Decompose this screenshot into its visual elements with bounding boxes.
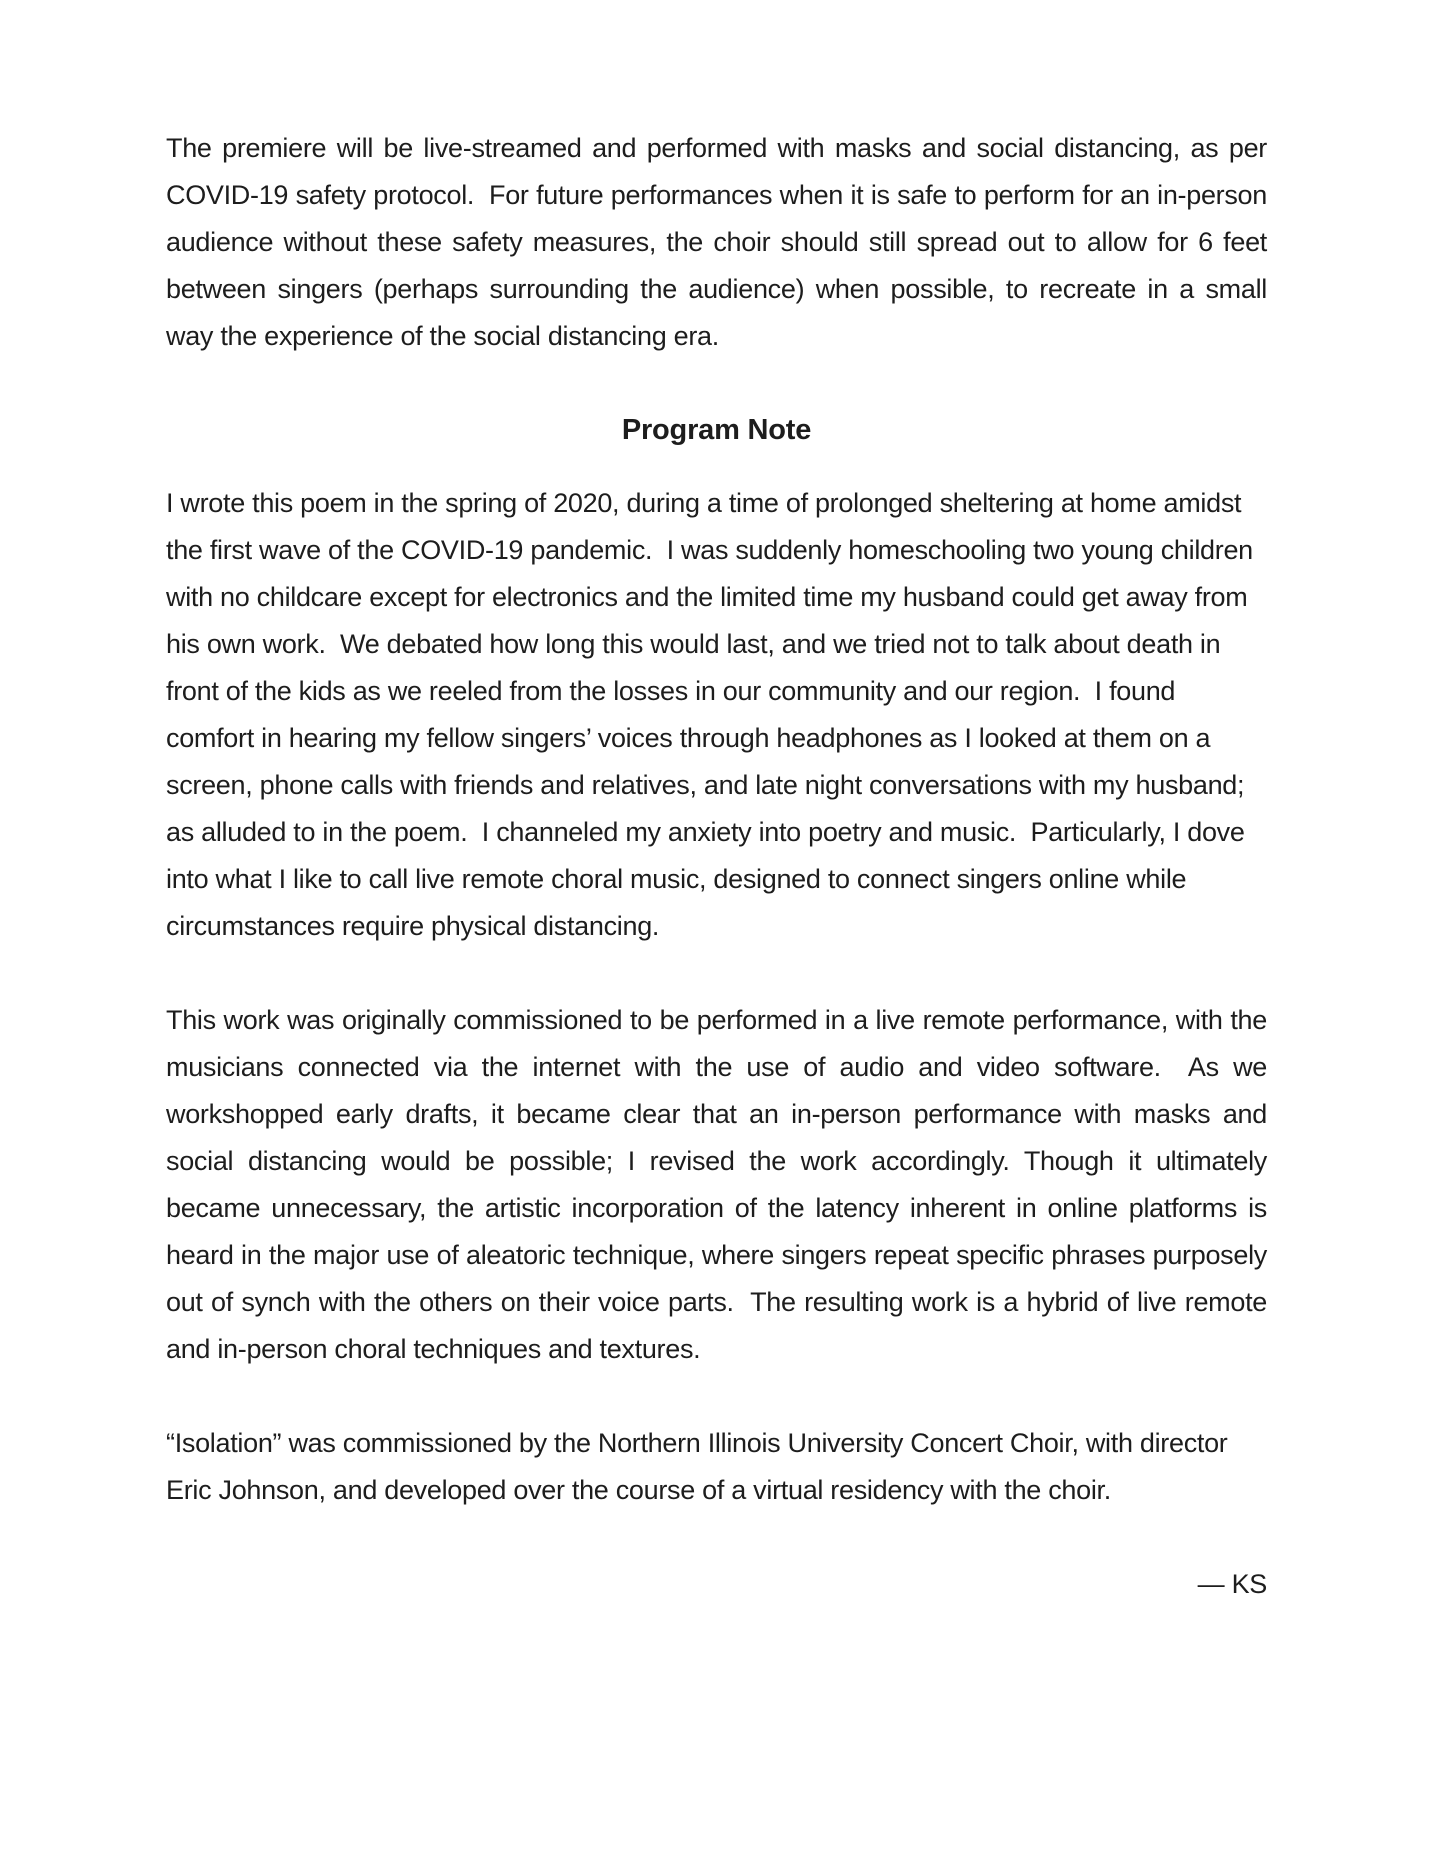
paragraph-commission-revision: This work was originally commissioned to be performed in a live remote performance, with the musicians connected via the internet with the use of audio and video software. As we workshopped early drafts, it became clear that an in-person performance with masks and social distancing would be possible; I revised the work accordingly. Though it ultimately became unnecessary, the artistic incorporation of the latency inherent in online platforms is heard in the major use of aleatoric technique, where singers repeat specific phrases purposely out of synch with the others on their voice parts. The resulting work is a hybrid of live remote and in-person choral techniques and textures. <box>166 1005 1267 1364</box>
paragraph-commission-credit: “Isolation” was commissioned by the Northern Illinois University Concert Choir, with director Eric Johnson, and developed over the course of a virtual residency with the choir. <box>166 1428 1228 1505</box>
paragraph-performance-instructions: The premiere will be live-streamed and performed with masks and social distancing, as per COVID-19 safety protocol. For future performances when it is safe to perform for an in-person audience without these safety measures, the choir should still spread out to allow for 6 feet between singers (perhaps surrounding the audience) when possible, to recreate in a small way the experience of the social distancing era. <box>166 133 1267 351</box>
paragraph-poem-origin: I wrote this poem in the spring of 2020, during a time of prolonged sheltering at home amidst the first wave of the COVID-19 pandemic. I was suddenly homeschooling two young children with no childcare except for electronics and the limited time my husband could get away from his own work. We debated how long this would last, and we tried not to talk about death in front of the kids as we reeled from the losses in our community and our region. I found comfort in hearing my fellow singers’ voices through headphones as I looked at them on a screen, phone calls with friends and relatives, and late night conversations with my husband; as alluded to in the poem. I channeled my anxiety into poetry and music. Particularly, I dove into what I like to call live remote choral music, designed to connect singers online while circumstances require physical distancing. <box>166 488 1253 941</box>
program-note-heading: Program Note <box>621 414 812 446</box>
author-initials: — KS <box>1197 1569 1267 1599</box>
